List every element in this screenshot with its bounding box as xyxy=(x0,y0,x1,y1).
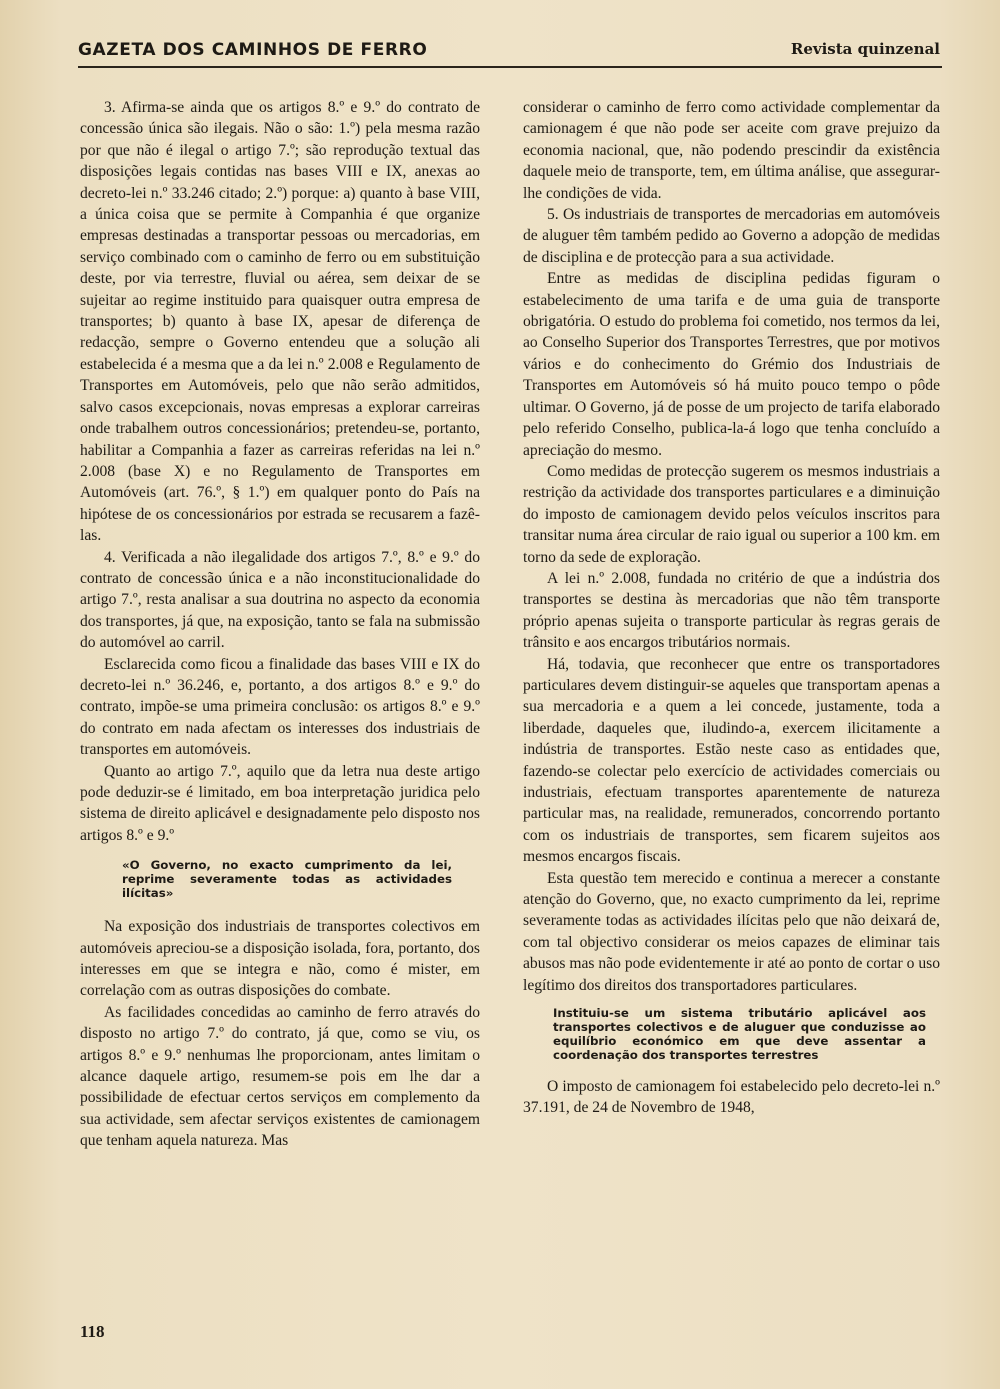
running-head xyxy=(78,36,940,66)
publication-subtitle: Revista quinzenal xyxy=(790,40,940,58)
paragraph: Esclarecida como ficou a finalidade das bases VIII e IX do decreto-lei n.º 36.246, e, portanto, a dos artigos 8.º e 9.º do contrato, impõe-se uma primeira conclusão: os artigos 8.º e 9.º do contrato em nada afectam os interesses dos industriais de transportes em automóveis. xyxy=(80,655,480,759)
pull-quote: «O Governo, no exacto cumprimento da lei, reprime severamente todas as actividades ilícitas» xyxy=(122,858,452,901)
paragraph: Quanto ao artigo 7.º, aquilo que da letra nua deste artigo pode deduzir-se é limitado, em boa interpretação juridica pelo sistema de direito aplicável e designadamente pelo disposto nos artigos 8.º e 9.º xyxy=(80,762,480,844)
paragraph: Há, todavia, que reconhecer que entre os transportadores particulares devem distinguir-se aqueles que transportam apenas a sua mercadoria e a quem a lei concede, justamente, toda a liberdade, daqueles que, iludindo-a, exercem ilicitamente a indústria de transportes. Estão neste caso as entidades que, fazendo-se colectar pelo exercício de actividades comerciais ou industriais, efectuam transportes aparentemente de natureza particular mas, na realidade, remunerados, concorrendo portanto com os industriais de transportes, sem ficarem sujeitos aos mesmos encargos fiscais. xyxy=(523,655,940,866)
paragraph: Esta questão tem merecido e continua a merecer a constante atenção do Governo, que, no exacto cumprimento da lei, reprime severamente todas as actividades ilícitas pelo que não deixará de, com tal objectivo considerar os meios capazes de eliminar tais abusos mas não pode evidentemente ir até ao ponto de cortar o uso legítimo dos direitos dos transportadores particulares. xyxy=(523,869,940,994)
right-column xyxy=(523,97,940,1119)
paragraph: As facilidades concedidas ao caminho de ferro através do disposto no artigo 7.º do contrato, já que, como se viu, os artigos 8.º e 9.º nenhumas lhe proporcionam, antes limitam o alcance daquele artigo, resumem-se pois em lhe dar a possibilidade de efectuar certos serviços em complemento da sua actividade, sem afectar serviços existentes de camionagem que tenham aquela natureza. Mas xyxy=(80,1003,480,1150)
paragraph: 4. Verificada a não ilegalidade dos artigos 7.º, 8.º e 9.º do contrato de concessão única e a não inconstitucionalidade do artigo 7.º, resta analisar a sua doutrina no aspecto da economia dos transportes, já que, na exposição, tanto se fala na submissão do automóvel ao carril. xyxy=(80,548,480,652)
paragraph: considerar o caminho de ferro como actividade complementar da camionagem é que não pode ser aceite com grave prejuizo da economia nacional, que, não podendo prescindir da existência daquele meio de transporte, tem, em última análise, que assegurar-lhe condições de vida. xyxy=(523,99,940,202)
header-rule xyxy=(78,66,942,68)
publication-title: GAZETA DOS CAMINHOS DE FERRO xyxy=(78,40,428,60)
paragraph: Na exposição dos industriais de transportes colectivos em automóveis apreciou-se a disposição isolada, fora, portanto, dos interesses em que se integra e não, como é mister, em correlação com as outras disposições do combate. xyxy=(80,918,480,1000)
paragraph: Como medidas de protecção sugerem os mesmos industriais a restrição da actividade dos transportes particulares e a diminuição do imposto de camionagem devido pelos veículos inscritos para transitar numa área circular de raio igual ou superior a 100 km. em torno da sede de exploração. xyxy=(523,462,940,566)
pull-quote: Instituiu-se um sistema tributário aplicável aos transportes colectivos e de aluguer que conduzisse ao equilíbrio económico em que deve assentar a coordenação dos transportes terrestres xyxy=(553,1006,926,1063)
paragraph: Entre as medidas de disciplina pedidas figuram o estabelecimento de uma tarifa e de uma guia de transporte obrigatória. O estudo do problema foi cometido, nos termos da lei, ao Conselho Superior dos Transportes Terrestres, que por motivos vários e do conhecimento do Grémio dos Industriais de Transportes em Automóveis só há muito pouco tempo o pôde ultimar. O Governo, já de posse de um projecto de tarifa elaborado pelo referido Conselho, publica-la-á logo que tenha concluído a apreciação do mesmo. xyxy=(523,270,940,459)
page-number: 118 xyxy=(80,1322,105,1341)
paragraph: O imposto de camionagem foi estabelecido pelo decreto-lei n.º 37.191, de 24 de Novembro de 1948, xyxy=(523,1078,940,1117)
left-column xyxy=(80,97,480,1152)
paragraph: 5. Os industriais de transportes de mercadorias em automóveis de aluguer têm também pedido ao Governo a adopção de medidas de disciplina e de protecção para a sua actividade. xyxy=(523,206,940,266)
paragraph: A lei n.º 2.008, fundada no critério de que a indústria dos transportes se destina às mercadorias que não têm transporte próprio apenas sujeita o transporte particular às regras gerais de trânsito e aos encargos tributários normais. xyxy=(523,569,940,652)
paragraph: 3. Afirma-se ainda que os artigos 8.º e 9.º do contrato de concessão única são ilegais. Não o são: 1.º) pela mesma razão por que não é ilegal o artigo 7.º; são reprodução textual das disposições legais contidas nas bases VIII e IX, anexas ao decreto-lei n.º 33.246 citado; 2.º) porque: a) quanto à base VIII, a única coisa que se permite à Companhia é que organize empresas destinadas a transportar pessoas ou mercadorias, em serviço combinado com o caminho de ferro ou em substituição deste, por via terrestre, fluvial ou aérea, sem deixar de se sujeitar ao regime instituido para quaisquer outra empresa de transportes; b) quanto à base IX, apesar de diferença de redacção, sempre o Governo entendeu que a solução ali estabelecida é a mesma que a da lei n.º 2.008 e Regulamento de Transportes em Automóveis, pelo que não serão admitidos, salvo casos excepcionais, novas empresas a explorar carreiras onde trabalhem outros concessionários; pretendeu-se, portanto, habilitar a Companhia a fazer as carreiras referidas na lei n.º 2.008 (base X) e no Regulamento de Transportes em Automóveis (art. 76.º, § 1.º) em qualquer ponto do País na hipótese de os concessionários por estrada se recusarem a fazê-las. xyxy=(80,99,480,545)
